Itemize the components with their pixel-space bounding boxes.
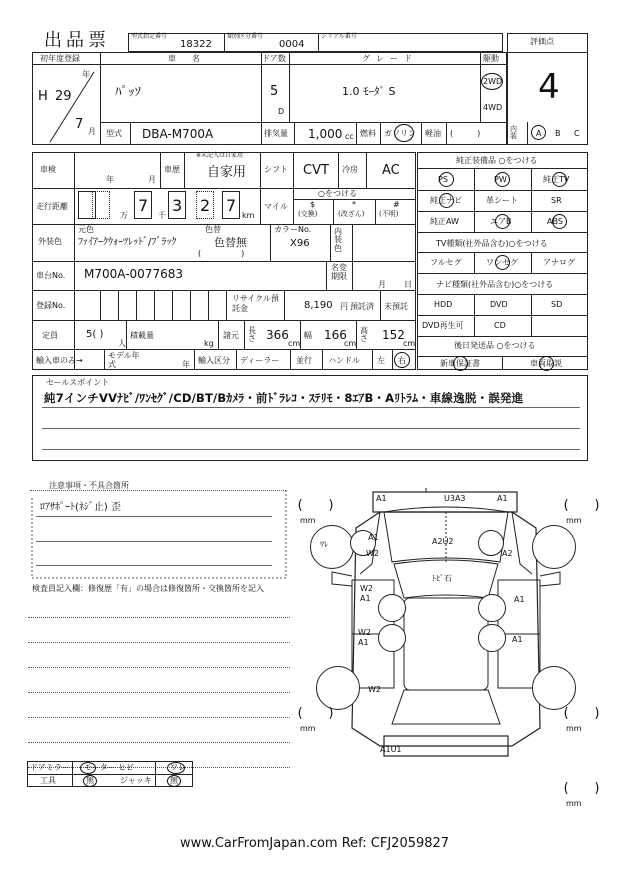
- mile-hash: #: [393, 200, 400, 209]
- fuel-label: 燃料: [360, 129, 376, 138]
- grade-value: 1.0 ﾓｰﾀﾞ S: [342, 85, 396, 98]
- doors-value: 5: [270, 84, 279, 99]
- interior-c: C: [574, 129, 580, 138]
- mileage-digit-box: [196, 191, 214, 219]
- equipment-title: 純正装備品 ○をつける: [456, 156, 538, 165]
- notes-label: 注意事項・不具合箇所: [46, 482, 132, 490]
- recycle-paid: 預託済: [350, 302, 374, 311]
- mile-asterisk: *: [352, 200, 356, 209]
- tv-option-circle: [495, 255, 510, 270]
- mileage-digit: 3: [172, 196, 183, 215]
- equip-row3-item: 純正AW: [430, 217, 459, 226]
- serial-label: シリアル番号: [321, 33, 357, 40]
- capacity-unit: 人: [118, 339, 126, 348]
- month-value: 7: [75, 117, 84, 132]
- mileage-sen: 千: [158, 211, 166, 220]
- mileage-digit-box: [222, 191, 240, 219]
- car-name-label: 車名: [168, 54, 216, 63]
- mileage-digit: 2: [200, 196, 211, 215]
- model-no-value: 18322: [180, 39, 212, 50]
- length-label: 長さ: [248, 326, 256, 344]
- notes-bracket: [28, 486, 290, 582]
- doors-sub: D: [278, 107, 285, 116]
- mirror-motor-circle: [80, 762, 96, 774]
- handle-left: 左: [377, 356, 385, 365]
- notes-line1: ﾛｱｻﾎﾟｰﾄ(ﾈｼﾞ止) 歪: [40, 502, 121, 513]
- tread-rl-bracket: ( ): [296, 706, 336, 721]
- inspection-month: 月: [148, 175, 156, 184]
- mirror-motor: モーター: [84, 763, 116, 772]
- import-type-label: 輸入区分: [198, 356, 230, 365]
- later-manual-circle: [539, 356, 554, 371]
- mile-unknown: (不明): [379, 210, 399, 218]
- watermark: www.CarFromJapan.com Ref: CFJ2059827: [180, 836, 450, 851]
- mark-fender-left-a1: A1: [368, 533, 379, 542]
- fuel-paren: ( ): [450, 129, 481, 138]
- chassis-value: M700A-0077683: [84, 267, 183, 281]
- mark-front-a1-right: A1: [497, 494, 508, 503]
- equip-row3-item-circle: [552, 214, 567, 229]
- mirror-crack: ヒビ: [118, 763, 134, 772]
- tools-circle: [83, 775, 97, 787]
- mark-fender-right: A2: [502, 549, 513, 558]
- equip-row2-item: SR: [551, 196, 562, 205]
- rear-right-tire: [532, 666, 576, 710]
- interior-a: A: [536, 129, 542, 138]
- navi-option: HDD: [434, 300, 453, 309]
- original-color-label: 元色: [78, 225, 94, 234]
- mile-label: マイル: [264, 202, 288, 211]
- right-rear-door-circle: [478, 624, 506, 652]
- right-door-handle-circle: [478, 594, 506, 622]
- handle-label: ハンドル: [328, 356, 360, 365]
- type-value: DBA-M700A: [142, 127, 214, 141]
- tread-rr-bracket: ( ): [562, 706, 602, 721]
- recycle-value: 8,190: [304, 300, 333, 311]
- interior-color-label: 内装色: [334, 227, 342, 253]
- color-value: ﾌｧｲｱｰｸｳｫｰﾂﾚｯﾄﾞ/ﾌﾞﾗｯｸ: [78, 237, 177, 248]
- mileage-digit-box: [168, 191, 186, 219]
- name-change-label: 名変期限: [331, 263, 347, 281]
- load-unit: kg: [204, 339, 214, 348]
- equip-row3-item-circle: [495, 214, 510, 229]
- width-unit: cm: [344, 339, 357, 348]
- mileage-label: 走行距離: [36, 202, 68, 211]
- name-change-day: 日: [404, 280, 412, 289]
- history-value: 自家用: [207, 165, 247, 180]
- length-unit: cm: [288, 339, 301, 348]
- height-label: 高さ: [360, 326, 368, 344]
- mirror-label: ドアミラー: [30, 763, 70, 772]
- color-no-value: X96: [290, 238, 310, 249]
- ac-label: 冷房: [342, 165, 358, 174]
- mark-door-rear-left: W2 A1: [358, 628, 371, 647]
- color-no-label: カラーNo.: [274, 225, 312, 234]
- sales-point-text: 純7インチVVﾅﾋﾞ/ﾜﾝｾｸﾞ/CD/BT/Bｶﾒﾗ・前ﾄﾞﾗﾚｺ・ｽﾃﾘﾓ・8ｴｱB・Aﾘﾄﾗﾑ・車線逸脱・誤発進: [44, 391, 524, 405]
- tv-option: アナログ: [543, 258, 575, 267]
- equip-row2-item-circle: [439, 193, 454, 208]
- left-door-handle-circle: [378, 594, 406, 622]
- mileage-digit-box: [92, 191, 110, 219]
- navi-option2: DVD再生可: [422, 321, 464, 330]
- equip-row2-item: 純正ナビ: [430, 196, 462, 205]
- later-manual: 車両取説: [530, 359, 562, 368]
- tread-fr-bracket: ( ): [562, 498, 602, 513]
- sheet-title: 出品票: [44, 30, 110, 51]
- first-reg-label: 初年度登録: [40, 54, 80, 63]
- history-note: ※未記入は自家用: [196, 152, 244, 159]
- tread-spare-bracket: ( ): [562, 781, 602, 796]
- import-dealer: ディーラー: [240, 356, 280, 365]
- grade-label: グレード: [362, 54, 418, 63]
- fuel-gas-circle: [394, 124, 414, 142]
- sales-point-label: セールスポイント: [46, 378, 110, 387]
- tread-fl-unit: mm: [300, 516, 316, 525]
- mile-exchange: (交換): [298, 210, 318, 218]
- tv-title: TV種類(社外品含む)○をつける: [436, 239, 548, 248]
- year-unit: 年: [82, 70, 90, 79]
- mileage-digit: 7: [138, 196, 149, 215]
- mirror-broken: ワレ: [170, 763, 186, 772]
- shift-label: シフト: [264, 165, 288, 174]
- category-label: 類別区分番号: [227, 33, 264, 40]
- front-right-tire: [532, 525, 576, 569]
- equip-row3-item: エアB: [490, 217, 512, 226]
- interior-b: B: [555, 129, 561, 138]
- drive-label: 駆動: [483, 54, 499, 63]
- reg-no-label: 登録No.: [36, 301, 66, 310]
- width-value: 166: [324, 328, 347, 342]
- tv-option: フルセグ: [430, 258, 462, 267]
- inspector-label: 検査員記入欄：修復歴「有」の場合は修復箇所・交換箇所を記入: [32, 584, 264, 593]
- mark-rear-quarter-left: W2: [368, 685, 381, 694]
- capacity-value: 5( ): [86, 329, 104, 340]
- equip-row1-item-circle: [552, 172, 567, 187]
- later-warranty: 新車保証書: [440, 359, 480, 368]
- model-year-unit: 年: [182, 360, 190, 369]
- tread-fr-unit: mm: [566, 516, 582, 525]
- mirror-broken-circle: [167, 762, 185, 774]
- tools-mark: 無: [86, 776, 94, 785]
- type-label: 型式: [106, 129, 122, 138]
- left-rear-door-circle: [378, 624, 406, 652]
- tools-label: 工具: [40, 776, 56, 785]
- import-parallel: 並行: [296, 356, 312, 365]
- mark-hood: A2U2: [432, 537, 454, 546]
- car-name: ﾊﾟｯｿ: [115, 85, 141, 100]
- handle-right-circle: [394, 352, 410, 368]
- front-right-wheel-small: [478, 530, 504, 556]
- mark-front-a1: A1: [376, 494, 387, 503]
- tread-rr-unit: mm: [566, 724, 582, 733]
- tv-option: ワンセグ: [486, 258, 518, 267]
- equip-row1-item: PW: [494, 175, 507, 184]
- fuel-light: 軽油: [425, 129, 441, 138]
- jack-mark: 無: [170, 776, 178, 785]
- drive-2wd: 2WD: [483, 77, 503, 86]
- fuel-gas: ガソリン: [384, 129, 416, 138]
- jack-label: ジャッキ: [120, 776, 152, 785]
- eval-label: 評価点: [530, 37, 554, 46]
- front-left-tire: [310, 525, 354, 569]
- mark-door-front-left: W2 A1: [360, 584, 373, 603]
- displacement-label: 排気量: [264, 129, 288, 138]
- tread-fl-bracket: ( ): [296, 498, 336, 513]
- navi-option2: CD: [494, 321, 506, 330]
- rear-left-tire: [316, 666, 360, 710]
- inspection-label: 車検: [40, 165, 56, 174]
- year-value: 29: [55, 89, 72, 104]
- category-value: 0004: [279, 39, 305, 50]
- recycle-unpaid: 未預託: [384, 302, 408, 311]
- history-label: 車歴: [164, 165, 180, 174]
- recycle-unit: 円: [340, 302, 348, 311]
- mileage-unit: km: [242, 211, 255, 220]
- handle-right: 右: [398, 356, 406, 365]
- interior-label: 内装: [510, 125, 517, 140]
- month-unit: 月: [88, 127, 96, 136]
- mark-door-rear-right: A1: [512, 635, 523, 644]
- later-warranty-circle: [453, 356, 468, 371]
- equip-row1-item: PS: [438, 175, 448, 184]
- width-label: 幅: [304, 331, 312, 340]
- length-value: 366: [266, 328, 289, 342]
- capacity-label: 定員: [42, 331, 58, 340]
- mark-front-wheel-left: ﾜﾚ: [320, 540, 328, 549]
- tread-rl-unit: mm: [300, 724, 316, 733]
- model-year-label: モデル年式: [108, 351, 140, 369]
- drive-2wd-circle: [481, 73, 503, 90]
- mark-front-center: U3A3: [444, 494, 466, 503]
- mile-altered: (改ざん): [338, 210, 365, 218]
- name-change-month: 月: [378, 280, 386, 289]
- equip-row3-item: ABS: [547, 217, 563, 226]
- mark-windshield: ﾄﾋﾞ石: [432, 574, 452, 583]
- load-label: 積載量: [130, 331, 154, 340]
- equip-row2-item: 革シート: [486, 196, 518, 205]
- import-label: 輸入車のみ→: [36, 356, 83, 365]
- color-change-label: 色替: [205, 225, 221, 234]
- mile-check-note: ○をつける: [318, 189, 357, 198]
- mileage-digit-box: [134, 191, 152, 219]
- mileage-man: 万: [120, 211, 128, 220]
- interior-a-circle: [531, 125, 546, 140]
- displacement-value: 1,000: [308, 127, 343, 141]
- later-title: 後日発送品 ○をつける: [454, 341, 536, 350]
- drive-4wd: 4WD: [483, 103, 503, 112]
- dim-label: 諸元: [223, 331, 239, 340]
- height-value: 152: [382, 328, 405, 342]
- model-no-label: 型式指定番号: [131, 33, 168, 40]
- doors-label: ドア数: [262, 54, 286, 63]
- mile-dollar: $: [310, 200, 316, 209]
- mileage-digit: 7: [226, 196, 237, 215]
- shift-value: CVT: [303, 163, 329, 178]
- equip-row1-item-circle: [439, 172, 454, 187]
- tread-spare-unit: mm: [566, 799, 582, 808]
- navi-option: SD: [551, 300, 563, 309]
- mark-rear-bumper: A1U1: [380, 745, 402, 754]
- displacement-unit: cc: [345, 132, 354, 141]
- chassis-label: 車台No.: [36, 271, 66, 280]
- recycle-label: リサイクル預託金: [232, 294, 279, 313]
- navi-option: DVD: [490, 300, 508, 309]
- color-paren: ( ): [198, 249, 245, 258]
- color-change-value: 色替無: [214, 236, 247, 249]
- year-era: H: [38, 89, 48, 104]
- exterior-label: 外装色: [38, 237, 62, 246]
- mark-door-front-right: A1: [514, 595, 525, 604]
- equip-row1-item: 純正TV: [543, 175, 570, 184]
- jack-circle: [167, 775, 181, 787]
- inspection-year: 年: [106, 175, 114, 184]
- navi-title: ナビ種類(社外品含む)○をつける: [436, 280, 554, 289]
- mark-fender-left-w2: W2: [366, 549, 379, 558]
- height-unit: cm: [403, 339, 416, 348]
- eval-score: 4: [538, 67, 560, 107]
- ac-value: AC: [382, 163, 400, 178]
- equip-row1-item-circle: [495, 172, 510, 187]
